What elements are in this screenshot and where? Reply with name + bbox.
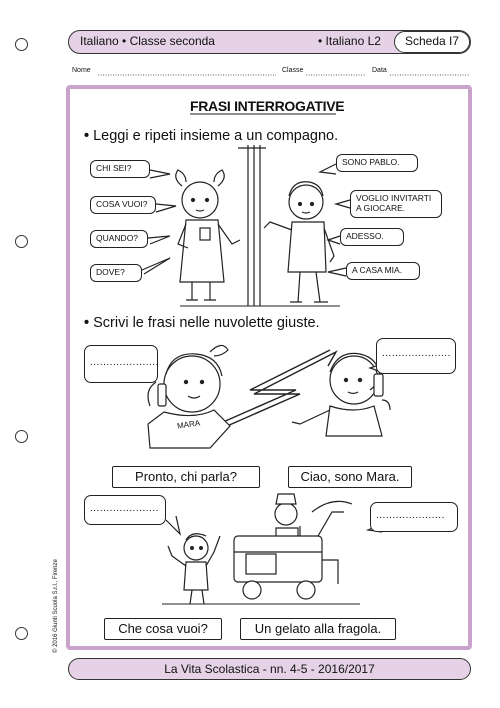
phrase-box-gelato[interactable]: Un gelato alla fragola.	[240, 618, 396, 640]
answer-bubble-2: VOGLIO INVITARTI A GIOCARE.	[350, 190, 442, 218]
l2-label: Italiano L2	[325, 34, 381, 48]
answer-bubble-1: SONO PABLO.	[336, 154, 418, 172]
phrase-box-pronto[interactable]: Pronto, chi parla?	[112, 466, 260, 488]
blank-bubble-2[interactable]: .....................	[376, 338, 456, 374]
question-bubble-3: QUANDO?	[90, 230, 148, 248]
footer-text: La Vita Scolastica - nn. 4-5 - 2016/2017	[164, 662, 375, 676]
date-label: Data	[372, 67, 387, 74]
question-bubble-2: COSA VUOI?	[90, 196, 156, 214]
l2-bullet: •	[318, 34, 323, 48]
class-label: Classe	[282, 67, 304, 74]
footer-bar	[68, 658, 471, 680]
question-bubble-1: CHI SEI?	[90, 160, 150, 178]
question-bubble-4: DOVE?	[90, 264, 142, 282]
phrase-box-che-cosa[interactable]: Che cosa vuoi?	[104, 618, 222, 640]
phrase-box-ciao[interactable]: Ciao, sono Mara.	[288, 466, 412, 488]
separator-bullet: •	[122, 34, 127, 48]
blank-bubble-3[interactable]: .....................	[84, 495, 166, 525]
blank-bubble-1[interactable]: .....................	[84, 345, 158, 383]
name-label: Nome	[72, 67, 91, 74]
answer-bubble-3: ADESSO.	[340, 228, 404, 246]
page-title: FRASI INTERROGATIVE	[190, 98, 345, 114]
blank-bubble-4[interactable]: .....................	[370, 502, 458, 532]
sheet-label: Scheda I7	[404, 34, 460, 48]
exercise2-instruction	[84, 315, 320, 331]
exercise1-instruction	[84, 128, 338, 144]
class-level-label: Classe seconda	[129, 34, 215, 48]
exercise2-bullet: •	[84, 315, 90, 331]
exercise1-bullet: •	[84, 128, 90, 144]
mara-shirt-label: MARA	[176, 418, 201, 431]
copyright-text: © 2016 Giunti Scuola S.r.l., Firenze	[53, 559, 59, 653]
exercise2-text: Scrivi le frasi nelle nuvolette giuste.	[93, 315, 320, 331]
answer-bubble-4: A CASA MIA.	[346, 262, 420, 280]
exercise1-text: Leggi e ripeti insieme a un compagno.	[93, 128, 339, 144]
subject-label: Italiano	[80, 34, 119, 48]
